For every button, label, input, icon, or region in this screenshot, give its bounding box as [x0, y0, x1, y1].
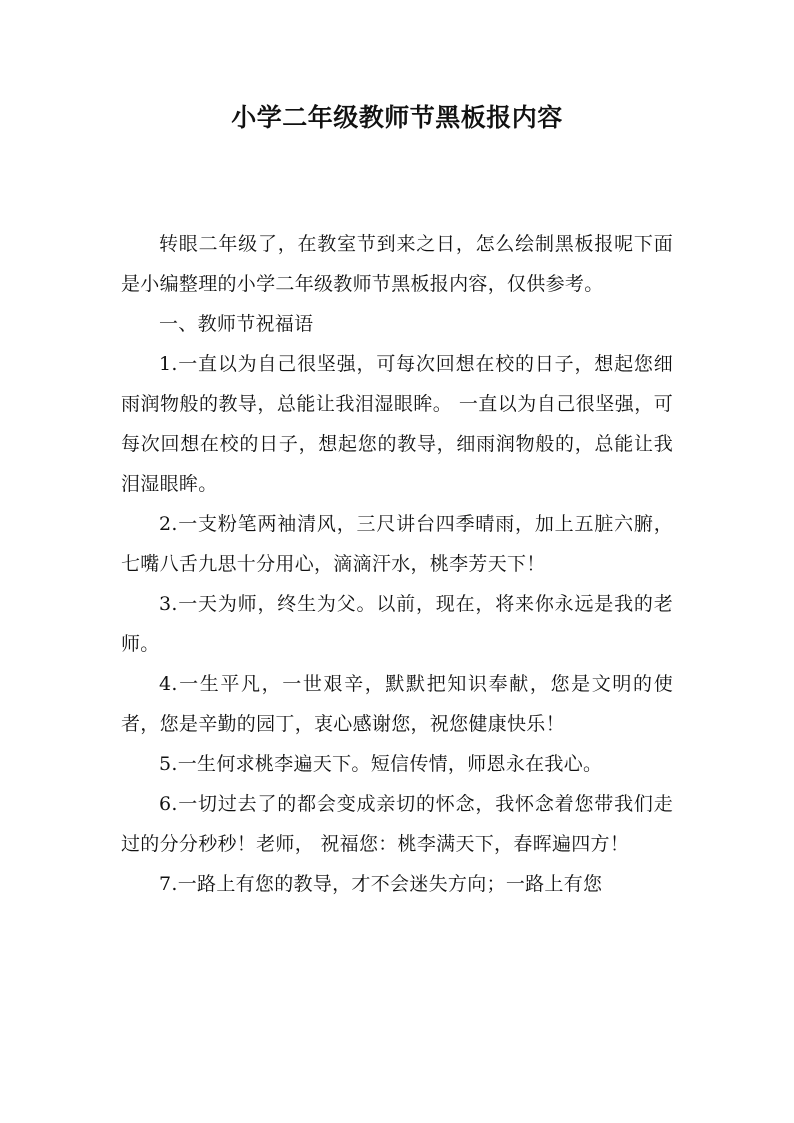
document-body [121, 224, 673, 904]
document-title: 小学二年级教师节黑板报内容 [231, 103, 563, 132]
section-heading: 一、教师节祝福语 [159, 313, 314, 335]
blessing-paragraph-6: 6.一切过去了的都会变成亲切的怀念，我怀念着您带我们走过的分分秒秒！老师， 祝福您：桃李满天下，春晖遍四方！ [121, 793, 673, 855]
intro-paragraph: 转眼二年级了，在教室节到来之日，怎么绘制黑板报呢下面是小编整理的小学二年级教师节黑板报内容，仅供参考。 [121, 233, 673, 295]
blessing-paragraph-5: 5.一生何求桃李遍天下。短信传情，师恩永在我心。 [159, 753, 603, 775]
blessing-paragraph-2: 2.一支粉笔两袖清风，三尺讲台四季晴雨，加上五脏六腑，七嘴八舌九思十分用心，滴滴汗水，桃李芳天下！ [121, 513, 673, 575]
blessing-paragraph-3: 3.一天为师，终生为父。以前，现在，将来你永远是我的老师。 [121, 593, 673, 655]
blessing-paragraph-1: 1.一直以为自己很坚强，可每次回想在校的日子，想起您细雨润物般的教导，总能让我泪湿眼眸。 一直以为自己很坚强，可每次回想在校的日子，想起您的教导，细雨润物般的，总能让我泪湿眼眸。 [121, 353, 673, 495]
blessing-paragraph-7: 7.一路上有您的教导，才不会迷失方向；一路上有您 [159, 873, 603, 895]
blessing-paragraph-4: 4.一生平凡，一世艰辛，默默把知识奉献，您是文明的使者，您是辛勤的园丁，衷心感谢您，祝您健康快乐！ [121, 673, 673, 735]
